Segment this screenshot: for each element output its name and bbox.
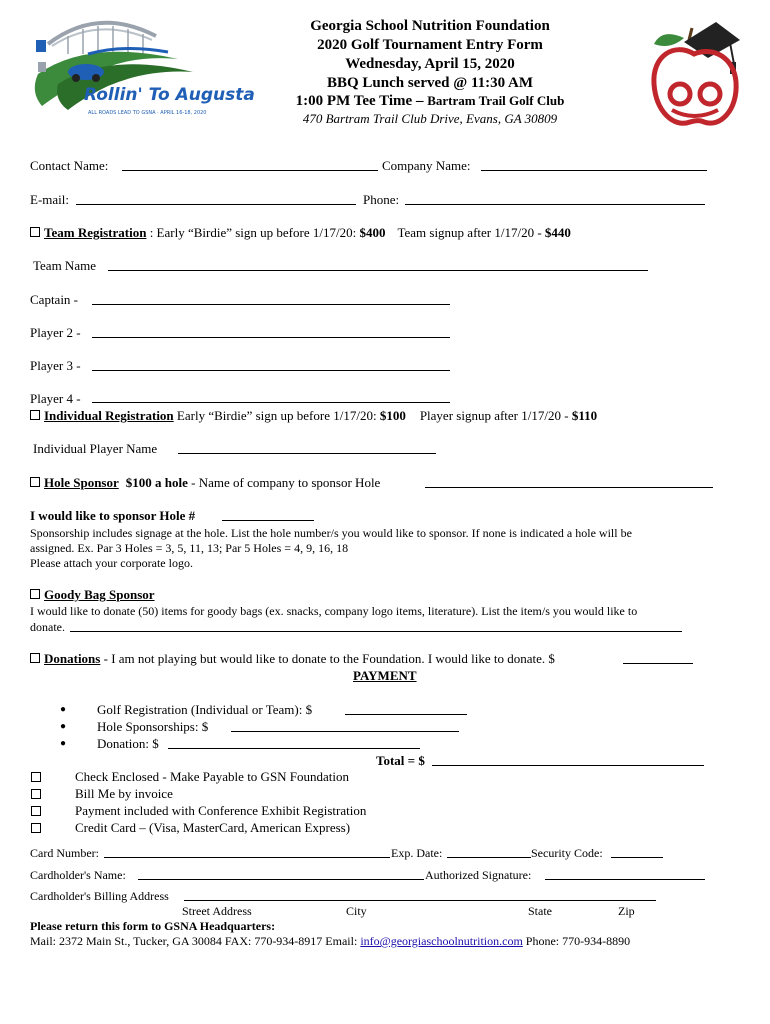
zip-caption: Zip [618, 904, 635, 918]
donation-total-field[interactable] [168, 748, 420, 749]
donations-checkbox[interactable] [30, 653, 40, 663]
goody-items-field[interactable] [70, 631, 682, 632]
individual-player-field[interactable] [178, 453, 436, 454]
card-number-field[interactable] [104, 857, 390, 858]
rollin-to-augusta-logo [28, 14, 255, 120]
header-date: Wednesday, April 15, 2020 [345, 56, 515, 72]
bullet-icon: ● [60, 738, 67, 749]
billing-address-field[interactable] [184, 900, 656, 901]
donation-label: Donation: $ [97, 736, 159, 751]
company-name-field[interactable] [481, 170, 707, 171]
billing-address-label: Cardholder's Billing Address [30, 889, 169, 903]
hole-sponsor-price: $100 a hole [125, 475, 188, 490]
authorized-signature-label: Authorized Signature: [425, 868, 532, 882]
mail-contact-line [30, 934, 630, 949]
contact-name-field[interactable] [122, 170, 378, 171]
donation-amount-field[interactable] [623, 663, 693, 664]
exp-date-field[interactable] [447, 857, 531, 858]
security-code-label: Security Code: [531, 846, 603, 860]
individual-late-price: $110 [571, 408, 598, 423]
hole-sponsor-checkbox[interactable] [30, 477, 40, 487]
email-label: E-mail: [30, 192, 69, 207]
player3-field[interactable] [92, 370, 450, 371]
phone-label: Phone: [363, 192, 400, 207]
card-number-label: Card Number: [30, 846, 99, 860]
individual-registration-heading: Individual Registration [44, 408, 174, 423]
svg-text:Rollin' To Augusta: Rollin' To Augusta [84, 85, 255, 105]
header-lunch: BBQ Lunch served @ 11:30 AM [326, 75, 534, 91]
team-registration-row [30, 225, 571, 241]
player4-field[interactable] [92, 402, 450, 403]
header-tee-time [250, 92, 610, 110]
venue: Bartram Trail Golf Club [427, 93, 565, 108]
team-early-text: : Early “Birdie” sign up before 1/17/20: [146, 225, 360, 240]
bill-me-label: Bill Me by invoice [75, 786, 173, 801]
header-form-title: 2020 Golf Tournament Entry Form [317, 37, 543, 53]
team-registration-heading: Team Registration [44, 225, 147, 240]
state-caption: State [528, 904, 552, 918]
individual-early-price: $100 [379, 408, 406, 423]
contact-name-label: Contact Name: [30, 158, 109, 173]
credit-card-label: Credit Card – (Visa, MasterCard, American Express) [75, 820, 351, 835]
bullet-icon: ● [60, 704, 67, 715]
total-label: Total = $ [376, 753, 425, 768]
email-field[interactable] [76, 204, 356, 205]
donations-heading: Donations [44, 651, 101, 666]
credit-card-checkbox[interactable] [31, 823, 41, 833]
mail-fax-text: Mail: 2372 Main St., Tucker, GA 30084 FAX: 770-934-8917 Email: [30, 934, 361, 948]
security-code-field[interactable] [611, 857, 663, 858]
team-late-price: $440 [544, 225, 571, 240]
golf-registration-amount-field[interactable] [345, 714, 467, 715]
svg-text:ALL ROADS LEAD TO GSNA · APRIL: ALL ROADS LEAD TO GSNA · APRIL 16-18, 2020 [88, 110, 207, 116]
header-org: Georgia School Nutrition Foundation [310, 18, 550, 34]
cardholder-name-label: Cardholder's Name: [30, 868, 126, 882]
individual-registration-row [30, 408, 597, 424]
phone-field[interactable] [405, 204, 705, 205]
goody-bag-checkbox[interactable] [30, 589, 40, 599]
golf-registration-label: Golf Registration (Individual or Team): $ [97, 702, 313, 717]
goody-bag-row [30, 587, 155, 603]
email-link[interactable]: info@georgiaschoolnutrition.com [360, 934, 523, 948]
conference-payment-label: Payment included with Conference Exhibit Registration [75, 803, 367, 818]
hole-sponsorships-label: Hole Sponsorships: $ [97, 719, 209, 734]
sponsor-hole-label: I would like to sponsor Hole # [30, 508, 196, 523]
hole-sponsorships-amount-field[interactable] [231, 731, 459, 732]
individual-registration-checkbox[interactable] [30, 410, 40, 420]
player2-field[interactable] [92, 337, 450, 338]
individual-late-text: Player signup after 1/17/20 - [419, 408, 572, 423]
individual-player-label: Individual Player Name [33, 441, 158, 456]
hole-sponsor-row [30, 475, 380, 491]
city-caption: City [346, 904, 367, 918]
donations-text: - I am not playing but would like to donate to the Foundation. I would like to donate. $ [100, 651, 555, 666]
payment-heading: PAYMENT [353, 668, 417, 683]
tee-time: 1:00 PM Tee Time – [295, 93, 424, 109]
conference-payment-checkbox[interactable] [31, 806, 41, 816]
goody-text-2: donate. [30, 620, 65, 634]
hole-sponsor-text: - Name of company to sponsor Hole [187, 475, 381, 490]
individual-early-text: Early “Birdie” sign up before 1/17/20: [173, 408, 380, 423]
team-name-label: Team Name [33, 258, 96, 273]
total-amount-field[interactable] [432, 765, 704, 766]
check-enclosed-checkbox[interactable] [31, 772, 41, 782]
header-address: 470 Bartram Trail Club Drive, Evans, GA 30809 [302, 111, 558, 126]
goody-bag-heading: Goody Bag Sponsor [44, 587, 155, 602]
hole-sponsor-company-field[interactable] [425, 487, 713, 488]
team-registration-checkbox[interactable] [30, 227, 40, 237]
bullet-icon: ● [60, 721, 67, 732]
team-early-price: $400 [359, 225, 386, 240]
team-late-text: Team signup after 1/17/20 - [397, 225, 545, 240]
goody-text-1: I would like to donate (50) items for goody bags (ex. snacks, company logo items, literature). List the item/s you would like to [30, 604, 638, 618]
player2-label: Player 2 - [30, 325, 81, 340]
phone-text: Phone: 770-934-8890 [522, 934, 631, 948]
captain-label: Captain - [30, 292, 79, 307]
player4-label: Player 4 - [30, 391, 81, 406]
team-name-field[interactable] [108, 270, 648, 271]
hole-note-1: Sponsorship includes signage at the hole. List the hole number/s you would like to sponsor. If none is indicated a hole will be [30, 526, 632, 540]
bill-me-checkbox[interactable] [31, 789, 41, 799]
return-instructions: Please return this form to GSNA Headquarters: [30, 919, 276, 933]
exp-date-label: Exp. Date: [391, 846, 443, 860]
hole-note-2: assigned. Ex. Par 3 Holes = 3, 5, 11, 13; Par 5 Holes = 4, 9, 16, 18 [30, 541, 349, 555]
hole-note-3: Please attach your corporate logo. [30, 556, 193, 570]
apple-graduation-cap-logo [644, 14, 744, 132]
check-enclosed-label: Check Enclosed - Make Payable to GSN Foundation [75, 769, 350, 784]
donations-row [30, 651, 555, 667]
company-name-label: Company Name: [382, 158, 471, 173]
player3-label: Player 3 - [30, 358, 81, 373]
captain-field[interactable] [92, 304, 450, 305]
cardholder-name-field[interactable] [138, 879, 424, 880]
street-address-caption: Street Address [182, 904, 252, 918]
hole-sponsor-heading: Hole Sponsor [44, 475, 119, 490]
authorized-signature-field[interactable] [545, 879, 705, 880]
sponsor-hole-field[interactable] [222, 520, 314, 521]
